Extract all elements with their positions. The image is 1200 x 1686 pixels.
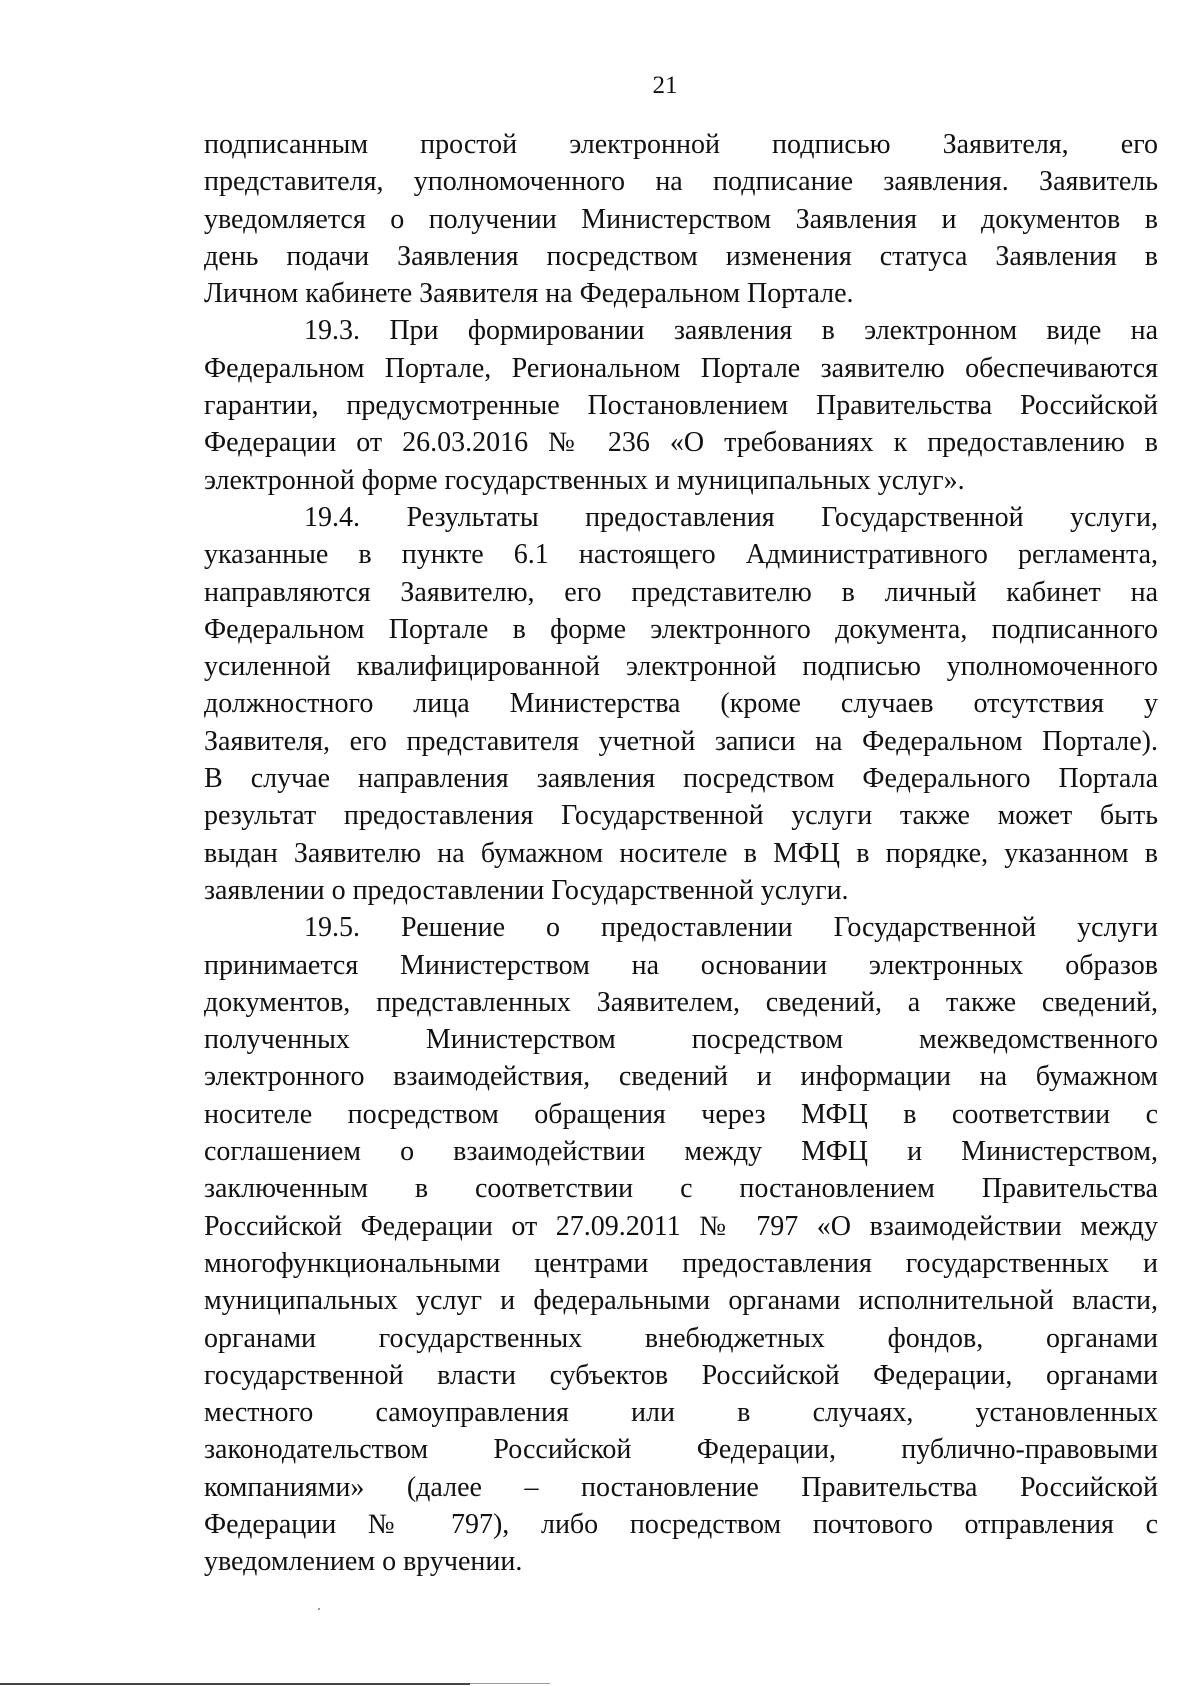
text-line: гарантии, предусмотренные Постановлением Правительства Российской (204, 390, 1158, 422)
text-line: уведомляется о получении Министерством Заявления и документов в (204, 203, 1158, 235)
document-body (204, 126, 1158, 1581)
text-line: органами государственных внебюджетных фондов, органами (204, 1322, 1158, 1354)
text-line: электронной форме государственных и муниципальных услуг». (204, 464, 965, 496)
scan-artifact-dot (318, 1608, 320, 1610)
text-line: местного самоуправления или в случаях, установленных (204, 1397, 1158, 1429)
text-line: законодательством Российской Федерации, публично-правовыми (204, 1434, 1158, 1466)
text-line: принимается Министерством на основании электронных образов (204, 949, 1158, 981)
text-line: Личном кабинете Заявителя на Федеральном Портале. (204, 278, 854, 310)
text-line: день подачи Заявления посредством изменения статуса Заявления в (204, 240, 1158, 272)
text-line: заключенным в соответствии с постановлением Правительства (204, 1173, 1158, 1205)
text-line: представителя, уполномоченного на подписание заявления. Заявитель (204, 166, 1158, 198)
text-line: результат предоставления Государственной услуги также может быть (204, 800, 1158, 832)
text-line: многофункциональными центрами предоставления государственных и (204, 1247, 1158, 1279)
text-line: Заявителя, его представителя учетной записи на Федеральном Портале). (204, 725, 1158, 757)
text-line: документов, представленных Заявителем, сведений, а также сведений, (204, 986, 1158, 1018)
text-line: направляются Заявителю, его представителю в личный кабинет на (204, 576, 1158, 608)
text-line: подписанным простой электронной подписью Заявителя, его (204, 129, 1158, 160)
text-line: Российской Федерации от 27.09.2011 № 797 «О взаимодействии между (204, 1210, 1158, 1242)
text-line: В случае направления заявления посредством Федерального Портала (204, 763, 1158, 795)
scan-edge-line (0, 1683, 470, 1685)
text-line: полученных Министерством посредством межведомственного (204, 1024, 1158, 1056)
text-line: соглашением о взаимодействии между МФЦ и Министерством, (204, 1136, 1158, 1168)
scan-edge-line-faint (470, 1683, 550, 1684)
paragraph-19-5-first-line: 19.5. Решение о предоставлении Государственной услуги (304, 912, 1158, 944)
text-line: Федеральном Портале, Региональном Портале заявителю обеспечиваются (204, 352, 1158, 384)
text-line: государственной власти субъектов Российской Федерации, органами (204, 1359, 1158, 1391)
text-line: носителе посредством обращения через МФЦ в соответствии с (204, 1098, 1158, 1130)
text-line: компаниями» (далее – постановление Правительства Российской (204, 1471, 1158, 1503)
paragraph-19-3-first-line: 19.3. При формировании заявления в электронном виде на (304, 315, 1158, 347)
text-line: выдан Заявителю на бумажном носителе в МФЦ в порядке, указанном в (204, 837, 1158, 869)
text-line: Федерации № 797), либо посредством почтового отправления с (204, 1508, 1158, 1540)
text-line: усиленной квалифицированной электронной подписью уполномоченного (204, 651, 1158, 683)
text-line: указанные в пункте 6.1 настоящего Административного регламента, (204, 539, 1158, 571)
text-line: Федеральном Портале в форме электронного документа, подписанного (204, 613, 1158, 645)
text-line: Федерации от 26.03.2016 № 236 «О требованиях к предоставлению в (204, 427, 1158, 459)
paragraph-19-4-first-line: 19.4. Результаты предоставления Государственной услуги, (304, 501, 1158, 533)
page-number: 21 (652, 72, 678, 99)
text-line: заявлении о предоставлении Государственной услуги. (204, 874, 849, 906)
text-line: уведомлением о вручении. (204, 1546, 523, 1578)
text-line: должностного лица Министерства (кроме случаев отсутствия у (204, 688, 1158, 720)
text-line: электронного взаимодействия, сведений и информации на бумажном (204, 1061, 1158, 1093)
text-line: муниципальных услуг и федеральными органами исполнительной власти, (204, 1285, 1158, 1317)
